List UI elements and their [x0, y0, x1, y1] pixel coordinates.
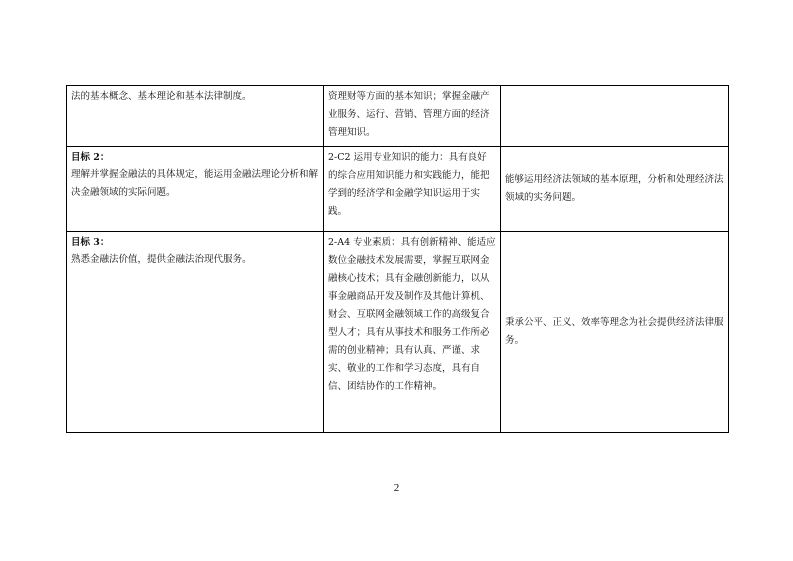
goal-cell — [67, 232, 324, 433]
page-number: 2 — [393, 482, 400, 494]
outcome-cell — [501, 147, 729, 232]
goal-description: 熟悉金融法价值，提供金融法治现代服务。 — [71, 254, 252, 265]
requirement-cell — [324, 232, 501, 433]
goal-label: 目标 2： — [71, 152, 110, 163]
goal-description: 理解并掌握金融法的具体规定，能运用金融法理论分析和解决金融领域的实际问题。 — [71, 169, 319, 198]
requirement-cell — [324, 147, 501, 232]
goal-cell — [67, 147, 324, 232]
requirement-text: 2-A4 专业素质：具有创新精神、能适应数位金融技术发展需要，掌握互联网金融核心技术；具有金融创新能力，以从事金融商品开发及制作及其他计算机、财会、互联网金融领域工作的高级复合型人才；具有从事技术和服务工作所必需的创业精神；具有认真、严谨、求实、敬业的工作和学习态度，具有自信、团结协作的工作精神。 — [328, 237, 496, 392]
outcome-text: 能够运用经济法领域的基本原理，分析和处理经济法领域的实务问题。 — [505, 174, 724, 203]
table-row — [67, 232, 729, 433]
goal-cell — [67, 86, 324, 147]
outcome-cell — [501, 86, 729, 147]
requirement-cell — [324, 86, 501, 147]
course-objectives-table — [66, 85, 729, 433]
goal-description: 法的基本概念、基本理论和基本法律制度。 — [71, 91, 252, 102]
table-row — [67, 147, 729, 232]
outcome-cell — [501, 232, 729, 433]
goal-label: 目标 3： — [71, 237, 110, 248]
requirement-text: 资理财等方面的基本知识；掌握金融产业服务、运行、营销、管理方面的经济管理知识。 — [328, 91, 490, 138]
requirement-text: 2-C2 运用专业知识的能力：具有良好的综合应用知识能力和实践能力，能把学到的经济学和金融学知识运用于实践。 — [328, 152, 490, 217]
outcome-text: 秉承公平、正义、效率等理念为社会提供经济法律服务。 — [505, 317, 724, 346]
table-row — [67, 86, 729, 147]
